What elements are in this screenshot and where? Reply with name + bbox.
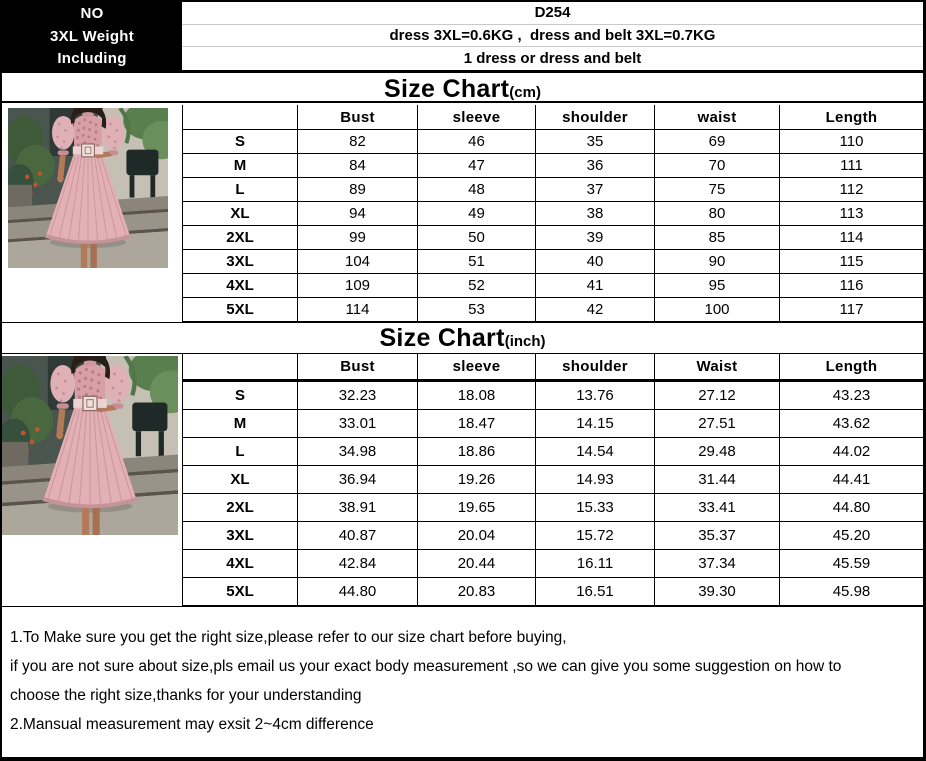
size_chart_cm-column-bust: Bust (298, 105, 418, 130)
size_chart_cm-value-cell: 48 (418, 178, 536, 202)
size_chart_cm-value-cell: 53 (418, 298, 536, 322)
size_chart_inch-corner-cell (183, 354, 298, 382)
size_chart_inch-value-cell: 19.26 (418, 466, 536, 494)
size-chart-cm-title-text: Size Chart (384, 75, 510, 103)
size-chart-inch-title (2, 322, 923, 354)
size_chart_cm-header-row (183, 105, 923, 130)
size_chart_inch-row-L (183, 438, 923, 466)
size_chart_cm-value-cell: 69 (655, 130, 780, 154)
info-row-including (2, 47, 923, 70)
size_chart_inch-row-S (183, 382, 923, 410)
size_chart_inch-column-waist: Waist (655, 354, 780, 382)
size_chart_cm-size-cell-4XL: 4XL (183, 274, 298, 298)
size_chart_inch-value-cell: 36.94 (298, 466, 418, 494)
size_chart_cm-value-cell: 85 (655, 226, 780, 250)
size_chart_cm-value-cell: 70 (655, 154, 780, 178)
size_chart_cm-value-cell: 37 (536, 178, 655, 202)
size_chart_inch-size-cell-2XL: 2XL (183, 494, 298, 522)
size_chart_inch-size-cell-XL: XL (183, 466, 298, 494)
size_chart_inch-value-cell: 43.23 (780, 382, 923, 410)
size_chart_inch-value-cell: 14.15 (536, 410, 655, 438)
size_chart_inch-value-cell: 19.65 (418, 494, 536, 522)
dress-photo-illustration (2, 356, 178, 535)
size_chart_cm-corner-cell (183, 105, 298, 130)
size_chart_cm-value-cell: 116 (780, 274, 923, 298)
size-chart-cm-unit: (cm) (509, 84, 541, 101)
size_chart_cm-value-cell: 114 (298, 298, 418, 322)
info-value-weight: dress 3XL=0.6KG , dress and belt 3XL=0.7KG (182, 25, 923, 48)
size_chart_inch-size-cell-M: M (183, 410, 298, 438)
note-line-3: choose the right size,thanks for your understanding (10, 687, 362, 704)
size_chart_inch-size-cell-3XL: 3XL (183, 522, 298, 550)
size_chart_cm-value-cell: 115 (780, 250, 923, 274)
size_chart_cm-value-cell: 38 (536, 202, 655, 226)
size_chart_inch-row-XL (183, 466, 923, 494)
size_chart_inch-size-cell-L: L (183, 438, 298, 466)
size_chart_inch-value-cell: 38.91 (298, 494, 418, 522)
size_chart_cm-value-cell: 80 (655, 202, 780, 226)
product-info-table (2, 2, 923, 73)
size_chart_inch-row-M (183, 410, 923, 438)
size_chart_cm-size-cell-XL: XL (183, 202, 298, 226)
size_chart_cm-value-cell: 113 (780, 202, 923, 226)
size_chart_inch-value-cell: 45.98 (780, 578, 923, 606)
size_chart_inch-column-bust: Bust (298, 354, 418, 382)
size_chart_inch-value-cell: 45.59 (780, 550, 923, 578)
size-chart-inch-unit: (inch) (504, 333, 546, 350)
info-label-weight: 3XL Weight (2, 25, 182, 48)
size_chart_cm-value-cell: 114 (780, 226, 923, 250)
size_chart_inch-size-cell-5XL: 5XL (183, 578, 298, 606)
size_chart_inch-value-cell: 27.12 (655, 382, 780, 410)
size-chart-inch-table (182, 354, 923, 606)
info-label-including: Including (2, 47, 182, 70)
size_chart_inch-value-cell: 42.84 (298, 550, 418, 578)
size_chart_cm-size-cell-2XL: 2XL (183, 226, 298, 250)
size_chart_cm-value-cell: 35 (536, 130, 655, 154)
info-row-weight (2, 25, 923, 48)
size-chart-inch-title-text: Size Chart (379, 324, 505, 352)
size_chart_inch-value-cell: 20.83 (418, 578, 536, 606)
size_chart_cm-value-cell: 82 (298, 130, 418, 154)
size_chart_cm-value-cell: 89 (298, 178, 418, 202)
size_chart_inch-value-cell: 18.86 (418, 438, 536, 466)
size_chart_cm-value-cell: 100 (655, 298, 780, 322)
size_chart_cm-value-cell: 110 (780, 130, 923, 154)
size_chart_inch-value-cell: 18.47 (418, 410, 536, 438)
dress-photo-illustration (8, 108, 168, 268)
size_chart_cm-value-cell: 51 (418, 250, 536, 274)
size_chart_inch-size-cell-S: S (183, 382, 298, 410)
size_chart_cm-row-M (183, 154, 923, 178)
size_chart_cm-row-L (183, 178, 923, 202)
size_chart_cm-value-cell: 42 (536, 298, 655, 322)
size_chart_inch-value-cell: 15.33 (536, 494, 655, 522)
size_chart_cm-value-cell: 75 (655, 178, 780, 202)
size_chart_inch-row-2XL (183, 494, 923, 522)
size_chart_inch-value-cell: 34.98 (298, 438, 418, 466)
size_chart_cm-value-cell: 109 (298, 274, 418, 298)
size_chart_inch-row-4XL (183, 550, 923, 578)
size_chart_cm-value-cell: 41 (536, 274, 655, 298)
size_chart_inch-value-cell: 29.48 (655, 438, 780, 466)
size_chart_inch-value-cell: 40.87 (298, 522, 418, 550)
note-line-2: if you are not sure about size,pls email us your exact body measurement ,so we can give you some suggestion on how to (10, 658, 842, 675)
size_chart_cm-value-cell: 47 (418, 154, 536, 178)
size_chart_cm-value-cell: 104 (298, 250, 418, 274)
size_chart_cm-value-cell: 117 (780, 298, 923, 322)
size_chart_cm-value-cell: 84 (298, 154, 418, 178)
size_chart_inch-row-3XL (183, 522, 923, 550)
size_chart_inch-value-cell: 32.23 (298, 382, 418, 410)
size_chart_cm-value-cell: 99 (298, 226, 418, 250)
size_chart_inch-value-cell: 33.01 (298, 410, 418, 438)
size_chart_cm-value-cell: 111 (780, 154, 923, 178)
size_chart_cm-row-XL (183, 202, 923, 226)
size_chart_cm-size-cell-L: L (183, 178, 298, 202)
size_chart_inch-value-cell: 35.37 (655, 522, 780, 550)
info-value-no: D254 (182, 2, 923, 25)
size_chart_cm-value-cell: 39 (536, 226, 655, 250)
size_chart_inch-value-cell: 13.76 (536, 382, 655, 410)
size-chart-cm-table (182, 105, 923, 322)
size_chart_inch-value-cell: 45.20 (780, 522, 923, 550)
size_chart_cm-row-4XL (183, 274, 923, 298)
size_chart_inch-row-5XL (183, 578, 923, 606)
size_chart_inch-value-cell: 44.02 (780, 438, 923, 466)
size_chart_inch-value-cell: 39.30 (655, 578, 780, 606)
size_chart_cm-size-cell-3XL: 3XL (183, 250, 298, 274)
size-chart-cm-title (2, 76, 923, 103)
size_chart_inch-value-cell: 20.04 (418, 522, 536, 550)
info-row-no (2, 2, 923, 25)
size_chart_cm-column-shoulder: shoulder (536, 105, 655, 130)
size_chart_inch-value-cell: 18.08 (418, 382, 536, 410)
size_chart_cm-row-5XL (183, 298, 923, 322)
note-line-4: 2.Mansual measurement may exsit 2~4cm difference (10, 716, 374, 733)
size_chart_cm-column-waist: waist (655, 105, 780, 130)
size_chart_cm-size-cell-S: S (183, 130, 298, 154)
size_chart_cm-value-cell: 40 (536, 250, 655, 274)
size_chart_cm-size-cell-5XL: 5XL (183, 298, 298, 322)
size_chart_cm-value-cell: 46 (418, 130, 536, 154)
size_chart_cm-value-cell: 52 (418, 274, 536, 298)
size_chart_inch-value-cell: 44.41 (780, 466, 923, 494)
size_chart_inch-value-cell: 31.44 (655, 466, 780, 494)
info-label-no: NO (2, 2, 182, 25)
size_chart_cm-row-2XL (183, 226, 923, 250)
size_chart_cm-value-cell: 50 (418, 226, 536, 250)
size_chart_inch-column-shoulder: shoulder (536, 354, 655, 382)
size_chart_cm-row-S (183, 130, 923, 154)
size_chart_inch-value-cell: 14.54 (536, 438, 655, 466)
size_chart_inch-value-cell: 33.41 (655, 494, 780, 522)
size_chart_cm-value-cell: 112 (780, 178, 923, 202)
size_chart_inch-value-cell: 16.11 (536, 550, 655, 578)
size_chart_cm-value-cell: 90 (655, 250, 780, 274)
size_chart_cm-column-sleeve: sleeve (418, 105, 536, 130)
size_chart_inch-value-cell: 27.51 (655, 410, 780, 438)
size_chart_inch-value-cell: 44.80 (780, 494, 923, 522)
size_chart_inch-value-cell: 37.34 (655, 550, 780, 578)
product-photo-2 (2, 356, 178, 535)
size_chart_inch-column-length: Length (780, 354, 923, 382)
size_chart_inch-value-cell: 43.62 (780, 410, 923, 438)
size_chart_inch-value-cell: 14.93 (536, 466, 655, 494)
note-line-1: 1.To Make sure you get the right size,please refer to our size chart before buying, (10, 629, 567, 646)
size_chart_inch-value-cell: 20.44 (418, 550, 536, 578)
size_chart_cm-value-cell: 94 (298, 202, 418, 226)
size_chart_inch-size-cell-4XL: 4XL (183, 550, 298, 578)
size_chart_inch-value-cell: 16.51 (536, 578, 655, 606)
size_chart_inch-value-cell: 15.72 (536, 522, 655, 550)
size_chart_cm-row-3XL (183, 250, 923, 274)
size_chart_cm-value-cell: 49 (418, 202, 536, 226)
size_chart_cm-value-cell: 36 (536, 154, 655, 178)
product-photo-1 (8, 108, 168, 268)
info-value-including: 1 dress or dress and belt (463, 50, 642, 68)
size_chart_inch-value-cell: 44.80 (298, 578, 418, 606)
size_chart_inch-header-row (183, 354, 923, 382)
size_chart_cm-column-length: Length (780, 105, 923, 130)
sizing-notes (2, 606, 923, 757)
size_chart_cm-size-cell-M: M (183, 154, 298, 178)
size_chart_inch-column-sleeve: sleeve (418, 354, 536, 382)
size_chart_cm-value-cell: 95 (655, 274, 780, 298)
